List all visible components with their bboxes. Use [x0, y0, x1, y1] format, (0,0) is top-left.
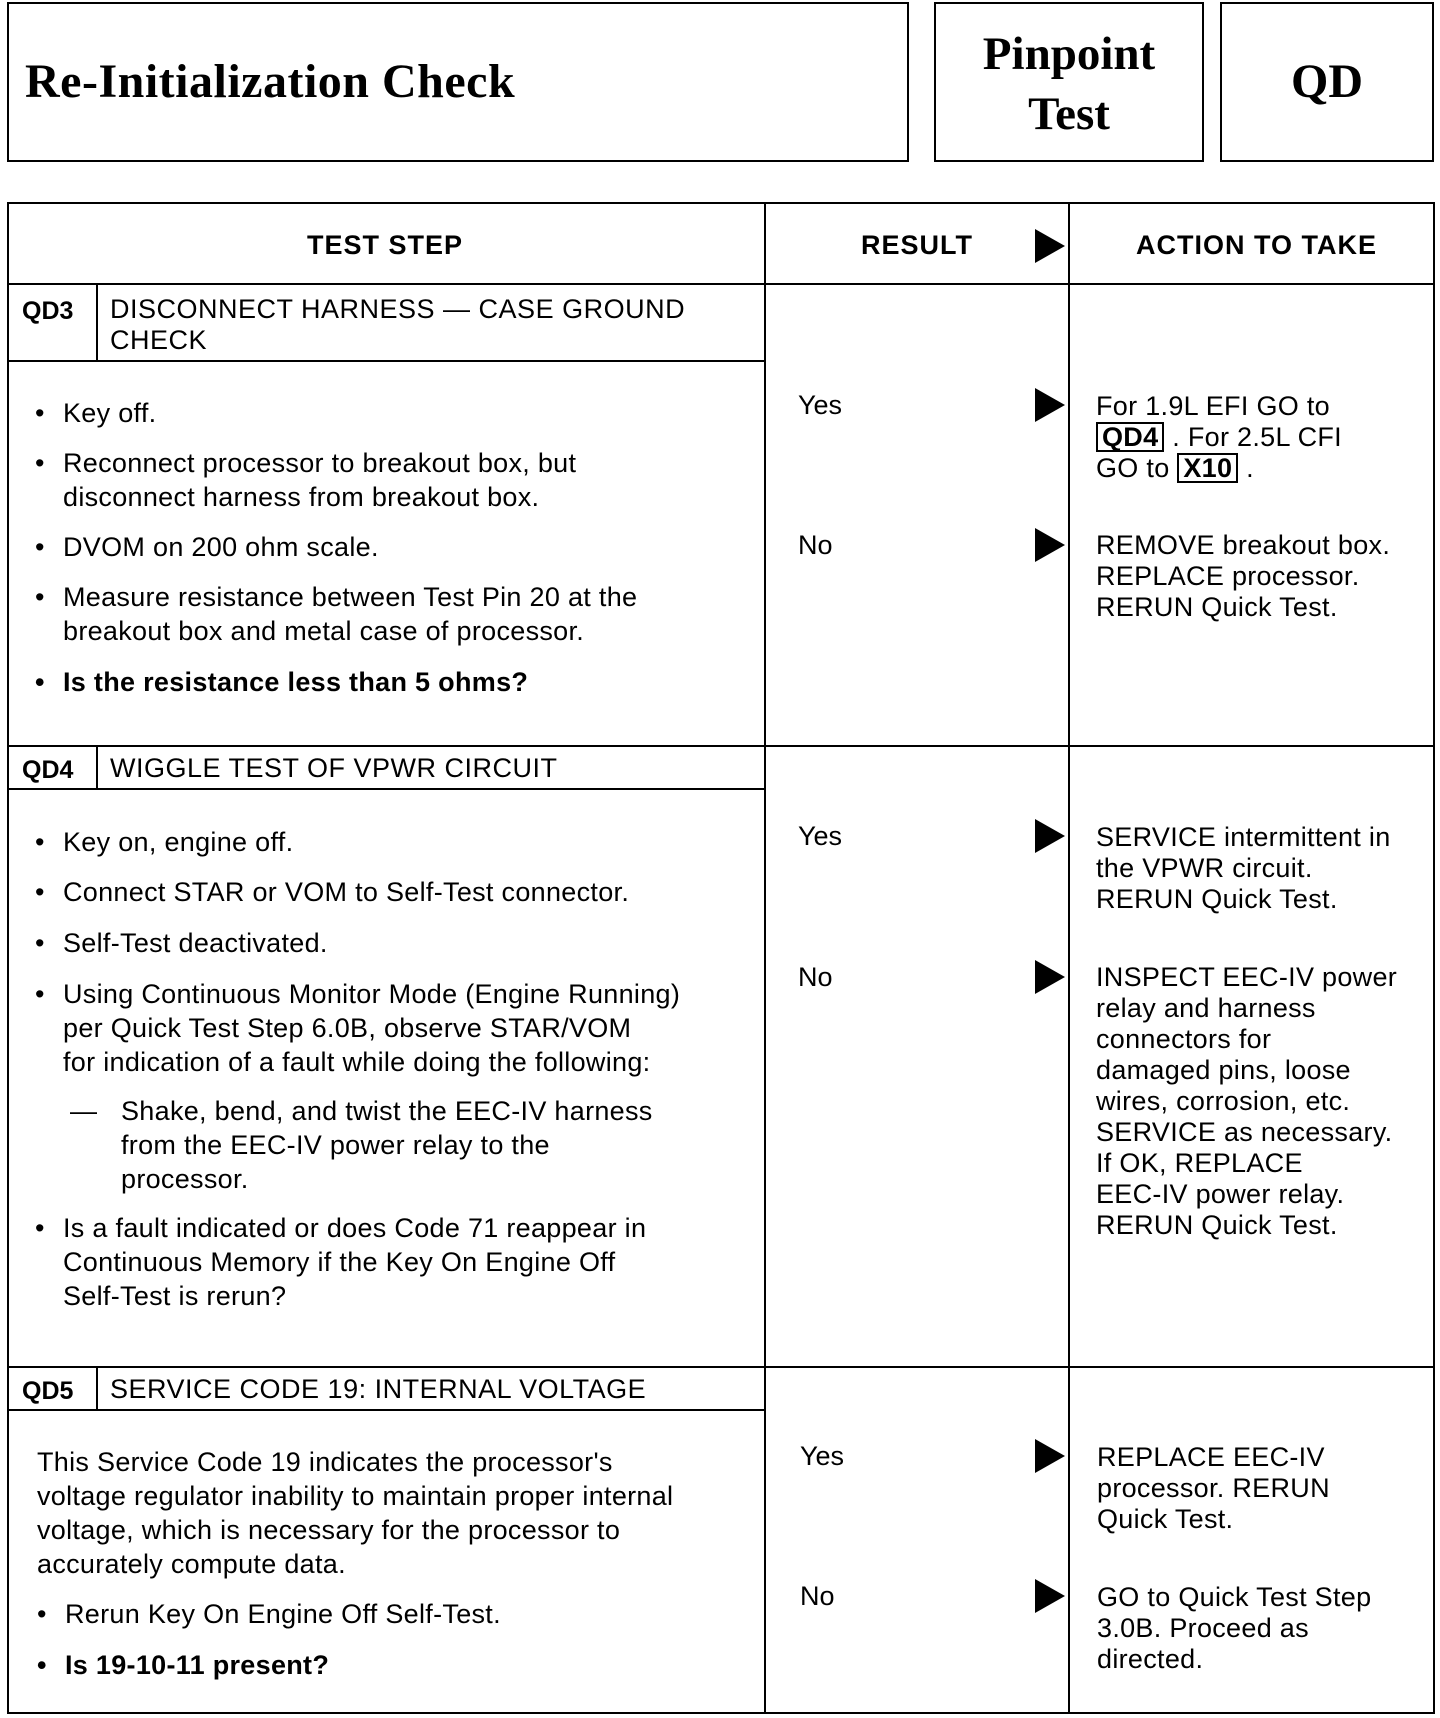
column-header-test-step: TEST STEP	[307, 230, 464, 260]
qd4-title-divider	[7, 788, 764, 790]
qd3-no-arrow-icon	[1035, 528, 1065, 562]
qd4-no-action: INSPECT EEC-IV power relay and harness connectors for damaged pins, loose wires, corrosion, etc. SERVICE as necessary. If OK, REPLACE EEC-IV power relay. RERUN Quick Test.	[1096, 962, 1398, 1240]
qd3-no-action: REMOVE breakout box. REPLACE processor. RERUN Quick Test.	[1096, 530, 1391, 622]
title-box	[7, 2, 909, 162]
qd5-section-divider	[7, 1366, 1435, 1368]
test-code: QD	[1291, 55, 1363, 108]
qd3-yes-action: For 1.9L EFI GO to QD4 . For 2.5L CFI GO to X10 .	[1096, 391, 1342, 483]
qd5-question: • Is 19-10-11 present?	[65, 1648, 329, 1682]
qd3-title: DISCONNECT HARNESS — CASE GROUND CHECK	[110, 294, 686, 355]
qd4-bullet-1: • Key on, engine off.	[63, 825, 293, 859]
result-arrow-icon	[1035, 229, 1065, 263]
x10-reference: X10	[1177, 453, 1238, 483]
qd4-section-divider	[7, 745, 1435, 747]
qd4-bullet-4: • Using Continuous Monitor Mode (Engine Running) per Quick Test Step 6.0B, observe STAR/VOM for indication of a fault while doing the following:	[63, 977, 680, 1079]
qd3-bullet-2: • Reconnect processor to breakout box, but disconnect harness from breakout box.	[63, 446, 576, 514]
test-code-box	[1220, 2, 1434, 162]
qd4-step-id: QD4	[22, 756, 74, 784]
qd5-title-divider	[7, 1409, 764, 1411]
column-header-action: ACTION TO TAKE	[1136, 230, 1377, 260]
qd4-result-yes: Yes	[798, 821, 843, 851]
qd5-bullet-1: • Rerun Key On Engine Off Self-Test.	[65, 1597, 501, 1631]
pinpoint-label: Pinpoint	[982, 28, 1156, 80]
column-header-result: RESULT	[861, 230, 973, 260]
qd3-bullet-4: • Measure resistance between Test Pin 20 at the breakout box and metal case of processor.	[63, 580, 637, 648]
qd4-dash-mark: —	[70, 1096, 97, 1126]
qd5-title: SERVICE CODE 19: INTERNAL VOLTAGE	[110, 1374, 647, 1404]
qd5-yes-action: REPLACE EEC-IV processor. RERUN Quick Test.	[1097, 1442, 1330, 1534]
qd4-id-divider	[96, 747, 98, 789]
qd4-sub-item: Shake, bend, and twist the EEC-IV harness from the EEC-IV power relay to the processor.	[121, 1096, 653, 1194]
page-title: Re-Initialization Check	[25, 55, 516, 108]
qd5-result-no: No	[800, 1581, 835, 1611]
qd4-yes-action: SERVICE intermittent in the VPWR circuit. RERUN Quick Test.	[1096, 822, 1391, 914]
qd3-id-divider	[96, 285, 98, 362]
qd4-bullet-3: • Self-Test deactivated.	[63, 926, 328, 960]
test-label: Test	[1028, 88, 1110, 140]
qd4-no-arrow-icon	[1035, 960, 1065, 994]
qd3-title-divider	[7, 360, 764, 362]
column-divider-result	[764, 202, 766, 1714]
qd4-title: WIGGLE TEST OF VPWR CIRCUIT	[110, 753, 558, 783]
qd5-no-action: GO to Quick Test Step 3.0B. Proceed as directed.	[1097, 1582, 1372, 1674]
qd4-yes-arrow-icon	[1035, 819, 1065, 853]
qd5-description: This Service Code 19 indicates the processor's voltage regulator inability to maintain proper internal voltage, which is necessary for the processor to accurately compute data.	[37, 1447, 674, 1579]
pinpoint-test-box	[934, 2, 1204, 162]
qd5-no-arrow-icon	[1035, 1579, 1065, 1613]
qd3-bullet-3: • DVOM on 200 ohm scale.	[63, 530, 379, 564]
header-row-divider	[7, 283, 1435, 285]
qd3-yes-arrow-icon	[1035, 388, 1065, 422]
qd4-reference: QD4	[1096, 422, 1164, 452]
qd5-result-yes: Yes	[800, 1441, 845, 1471]
qd4-bullet-2: • Connect STAR or VOM to Self-Test connector.	[63, 875, 629, 909]
qd5-step-id: QD5	[22, 1377, 74, 1405]
qd3-bullet-1: • Key off.	[63, 396, 156, 430]
qd4-question: • Is a fault indicated or does Code 71 reappear in Continuous Memory if the Key On Engine Off Self-Test is rerun?	[63, 1211, 646, 1313]
qd3-result-no: No	[798, 530, 833, 560]
qd5-id-divider	[96, 1368, 98, 1410]
qd3-result-yes: Yes	[798, 390, 843, 420]
qd3-step-id: QD3	[22, 297, 74, 325]
qd3-question: • Is the resistance less than 5 ohms?	[63, 665, 528, 699]
qd4-result-no: No	[798, 962, 833, 992]
column-divider-action	[1068, 202, 1070, 1714]
qd5-yes-arrow-icon	[1035, 1439, 1065, 1473]
